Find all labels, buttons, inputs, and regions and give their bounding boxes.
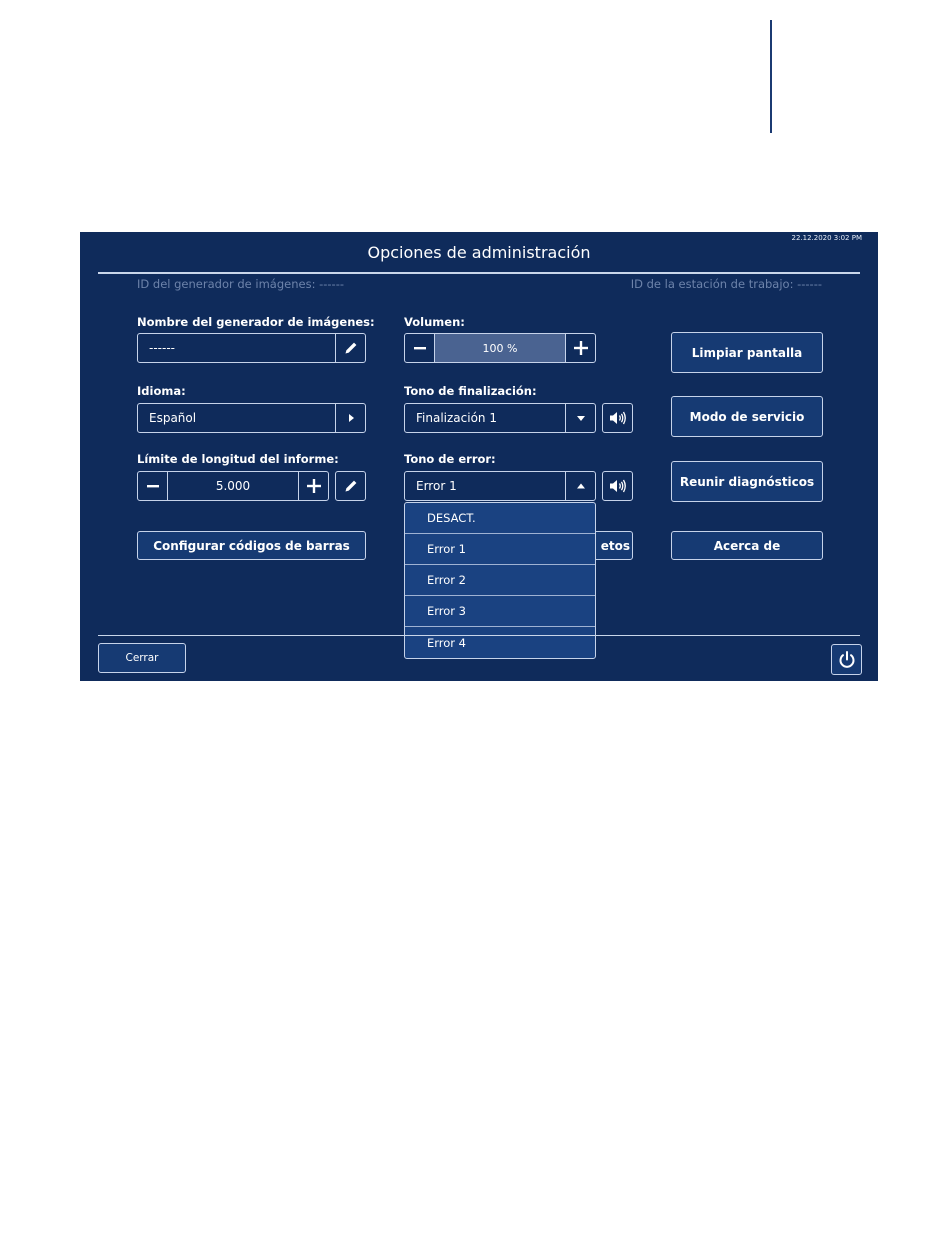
- dropdown-option-error-2[interactable]: Error 2: [405, 565, 595, 596]
- imager-id: ID del generador de imágenes: ------: [137, 277, 344, 291]
- configure-barcodes-button[interactable]: Configurar códigos de barras: [137, 531, 366, 560]
- power-icon: [837, 650, 857, 670]
- speaker-icon: [608, 478, 628, 494]
- admin-options-screen: [80, 232, 878, 681]
- language-value: Español: [149, 411, 197, 425]
- dropdown-option-error-1[interactable]: Error 1: [405, 534, 595, 565]
- completion-tone-label: Tono de finalización:: [404, 384, 537, 398]
- imager-name-edit-button[interactable]: [335, 334, 365, 362]
- workstation-id: ID de la estación de trabajo: ------: [630, 277, 822, 291]
- volume-value: 100 %: [435, 334, 565, 362]
- timestamp: 22.12.2020 3:02 PM: [791, 234, 862, 242]
- minus-icon: [413, 341, 427, 355]
- pencil-icon: [343, 340, 359, 356]
- service-mode-button[interactable]: Modo de servicio: [671, 396, 823, 437]
- close-button[interactable]: Cerrar: [98, 643, 186, 673]
- error-tone-select[interactable]: [404, 471, 596, 501]
- hidden-partial-button-label: etos: [600, 538, 630, 553]
- report-length-value: 5.000: [215, 479, 251, 493]
- play-right-icon: [345, 412, 357, 424]
- dropdown-option-error-3[interactable]: Error 3: [405, 596, 595, 627]
- report-length-plus-button[interactable]: [298, 472, 328, 500]
- triangle-up-icon: [575, 480, 587, 492]
- imager-name-field[interactable]: [137, 333, 366, 363]
- volume-minus-button[interactable]: [405, 334, 435, 362]
- minus-icon: [146, 479, 160, 493]
- report-length-edit-button[interactable]: [335, 471, 366, 501]
- report-length-label: Límite de longitud del informe:: [137, 452, 339, 466]
- volume-plus-button[interactable]: [565, 334, 595, 362]
- language-label: Idioma:: [137, 384, 186, 398]
- completion-tone-play-button[interactable]: [602, 403, 633, 433]
- footer-divider: [98, 635, 860, 636]
- speaker-icon: [608, 410, 628, 426]
- error-tone-label: Tono de error:: [404, 452, 496, 466]
- completion-tone-value: Finalización 1: [416, 411, 497, 425]
- about-button[interactable]: Acerca de: [671, 531, 823, 560]
- plus-icon: [306, 478, 322, 494]
- volume-stepper[interactable]: [404, 333, 596, 363]
- imager-name-label: Nombre del generador de imágenes:: [137, 315, 375, 329]
- power-button[interactable]: [831, 644, 862, 675]
- page-margin-rule: [770, 20, 772, 133]
- header-divider: [98, 272, 860, 274]
- dropdown-option-error-4[interactable]: Error 4: [427, 635, 467, 650]
- triangle-down-icon: [575, 412, 587, 424]
- completion-tone-dropdown-button[interactable]: [565, 404, 595, 432]
- language-selector[interactable]: [137, 403, 366, 433]
- completion-tone-select[interactable]: [404, 403, 596, 433]
- error-tone-play-button[interactable]: [602, 471, 633, 501]
- pencil-icon: [343, 478, 359, 494]
- language-next-button[interactable]: [335, 404, 365, 432]
- plus-icon: [573, 340, 589, 356]
- error-tone-value: Error 1: [416, 479, 457, 493]
- report-length-minus-button[interactable]: [138, 472, 168, 500]
- volume-label: Volumen:: [404, 315, 465, 329]
- dropdown-option-off[interactable]: DESACT.: [405, 503, 595, 534]
- imager-name-value: ------: [149, 341, 175, 355]
- gather-diagnostics-button[interactable]: Reunir diagnósticos: [671, 461, 823, 502]
- page-title: Opciones de administración: [367, 243, 591, 262]
- clear-screen-button[interactable]: Limpiar pantalla: [671, 332, 823, 373]
- error-tone-dropdown-button[interactable]: [565, 472, 595, 500]
- report-length-stepper[interactable]: [137, 471, 329, 501]
